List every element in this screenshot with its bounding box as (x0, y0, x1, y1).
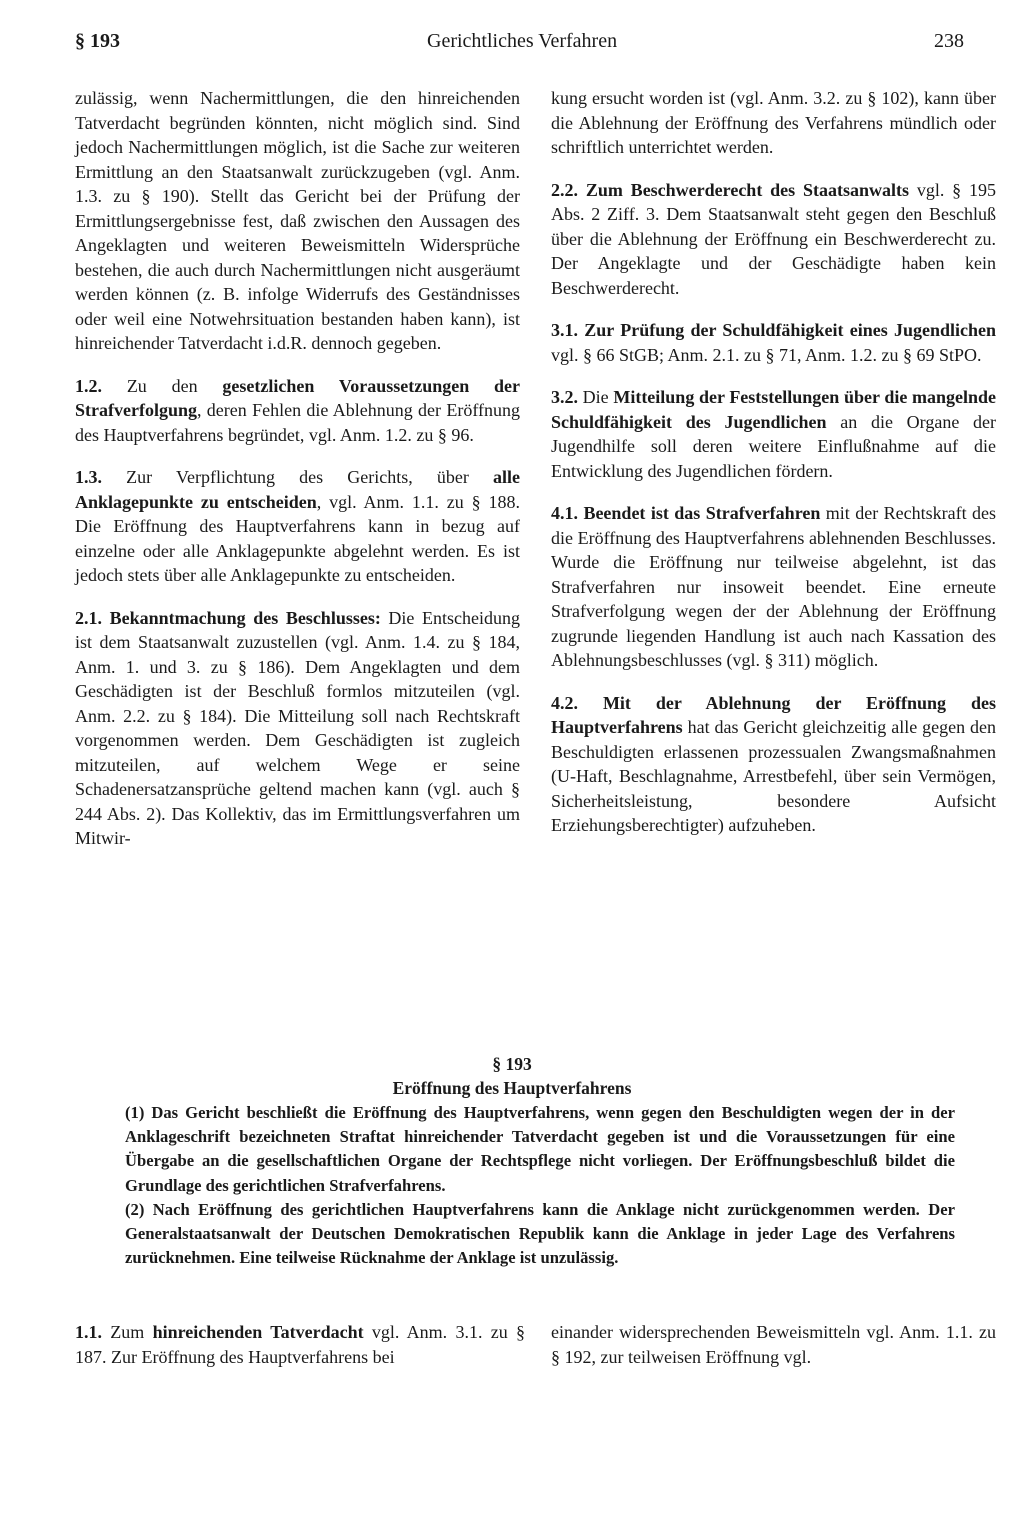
header-section: § 193 (75, 30, 120, 52)
note-text: hat das Gericht gleichzeitig alle gegen den Beschuldigten erlassenen prozessualen Zwangsmaßnahmen (U-Haft, Beschlagnahme, Arrestbefehl, über sein Vermögen, Sicherheitsleistung, besondere Aufsicht Erziehungsberechtigter) aufzuheben. (551, 717, 996, 835)
note-bold: Zur Prüfung der Schuldfähigkeit eines Jugendlichen (584, 320, 996, 340)
note-bold: Beendet ist das Strafverfahren (583, 503, 821, 523)
note-2-2 (551, 178, 996, 301)
note-bold: Mitteilung der Feststellungen über die mangelnde Schuldfähigkeit des Jugendlichen (551, 387, 996, 432)
note-text: , vgl. Anm. 1.1. zu § 188. Die Eröffnung des Hauptverfahrens kann in bezug auf einzelne oder alle Anklagepunkte abgelehnt werden. Es ist jedoch stets über alle Anklagepunkte zu entscheiden. (75, 491, 520, 585)
statute-text (125, 1101, 955, 1270)
bottom-right-text: einander widersprechenden Beweismitteln vgl. Anm. 1.1. zu § 192, zur teilweisen Eröffnung vgl. (551, 1322, 996, 1367)
note-bold: hinreichenden Tatverdacht (152, 1322, 364, 1342)
note-4-2 (551, 691, 996, 838)
right-column (551, 86, 996, 856)
statute-title: Eröffnung des Hauptverfahrens (392, 1078, 632, 1098)
note-bold: alle Anklagepunkte zu entscheiden (75, 467, 521, 512)
note-pre: Zur Verpflichtung des Gerichts, über (126, 467, 494, 487)
statute-section: § 193 (492, 1054, 532, 1074)
left-column (75, 86, 520, 869)
header-title: Gerichtliches Verfahren (427, 30, 618, 52)
note-pre: Die (582, 387, 614, 407)
note-bold: Bekanntmachung des Beschlusses: (109, 607, 381, 628)
note-1-1 (75, 1320, 525, 1369)
note-3-1 (551, 318, 996, 367)
note-number: 2.1. (75, 607, 102, 628)
page-number: 238 (934, 30, 964, 52)
note-number: 3.1. (551, 320, 578, 340)
note-number: 2.2. (551, 179, 578, 200)
note-1-3 (75, 465, 520, 588)
note-bold: Zum Beschwerderecht des Staatsanwalts (585, 179, 909, 200)
note-text: , deren Fehlen die Ablehnung der Eröffnung des Hauptverfahrens begründet, vgl. Anm. 1.2. zu § 96. (75, 400, 520, 445)
statute-paragraph-2: (2) Nach Eröffnung des gerichtlichen Hauptverfahrens kann die Anklage nicht zurückgenommen werden. Der Generalstaatsanwalt der Deutschen Demokratischen Republik kann die Anklage in jeder Lage des Verfahrens zurücknehmen. Eine teilweise Rücknahme der Anklage ist unzulässig. (125, 1199, 955, 1268)
left-continuation: zulässig, wenn Nachermittlungen, die den hinreichenden Tatverdacht begründen könnten, nicht möglich sind. Sind jedoch Nachermittlungen möglich, ist die Sache zur weiteren Ermittlung an den Staatsanwalt zurückzugeben (vgl. Anm. 1.3. zu § 190). Stellt das Gericht bei der Prüfung der Ermittlungsergebnisse fest, daß zwischen den Aussagen des Angeklagten und weiteren Beweismitteln Widersprüche bestehen, die auch durch Nachermittlungen nicht ausgeräumt werden können (z. B. infolge Widerrufs des Geständnisses oder weil eine Notwehrsituation bestanden haben kann), ist hinreichender Tatverdacht i.d.R. dennoch gegeben. (75, 88, 520, 353)
note-3-2 (551, 385, 996, 483)
note-pre: Zu den (126, 375, 223, 396)
note-2-1 (75, 606, 520, 851)
right-continuation: kung ersucht worden ist (vgl. Anm. 3.2. zu § 102), kann über die Ablehnung der Eröffnung des Verfahrens mündlich oder schriftlich unterrichtet werden. (551, 88, 996, 157)
note-text: mit der Rechtskraft des die Eröffnung des Hauptverfahrens ablehnenden Beschlusses. Wurde die Eröffnung nur teilweise abgelehnt, ist das Strafverfahren nur insoweit beendet. Eine erneute Strafverfolgung wegen der der Ablehnung der Eröffnung zugrunde liegenden Handlung ist auch nach Kassation des Ablehnungsbeschlusses (vgl. § 311) möglich. (551, 503, 997, 670)
note-number: 1.1. (75, 1322, 102, 1342)
note-number: 4.2. (551, 692, 578, 713)
note-text: an die Organe der Jugendhilfe soll deren weitere Einflußnahme auf die Entwicklung des Jugendlichen fördern. (551, 411, 997, 481)
note-bold: Mit der Ablehnung der Eröffnung des Hauptverfahrens (551, 692, 996, 737)
bottom-left-column (75, 1320, 525, 1369)
note-number: 1.2. (75, 375, 102, 396)
note-1-2 (75, 374, 520, 448)
running-head (75, 30, 989, 62)
note-text: vgl. Anm. 3.1. zu § 187. Zur Eröffnung des Hauptverfahrens bei (75, 1322, 526, 1367)
note-text: Die Entscheidung ist dem Staatsanwalt zuzustellen (vgl. Anm. 1.4. zu § 184, Anm. 1. und 3. zu § 186). Dem Angeklagten und dem Geschädigten ist der Beschluß formlos mitzuteilen (vgl. Anm. 2.2. zu § 184). Die Mitteilung soll nach Rechtskraft vorgenommen werden. Dem Geschädigten ist zugleich mitzuteilen, auf welchem Wege er seine Schadenersatzansprüche geltend machen kann (vgl. auch § 244 Abs. 2). Das Kollektiv, das im Ermittlungsverfahren um Mitwir- (75, 607, 520, 848)
note-text: vgl. § 66 StGB; Anm. 2.1. zu § 71, Anm. 1.2. zu § 69 StPO. (551, 344, 982, 365)
note-bold: gesetzlichen Voraussetzungen der Strafverfolgung (75, 375, 521, 420)
note-number: 1.3. (75, 467, 102, 487)
note-number: 4.1. (551, 503, 578, 523)
note-pre: Zum (110, 1322, 153, 1342)
statute-paragraph-1: (1) Das Gericht beschließt die Eröffnung des Hauptverfahrens, wenn gegen den Beschuldigten wegen der in der Anklageschrift bezeichneten Straftat hinreichender Tatverdacht gegeben ist und die Voraussetzungen für eine Übergabe an die gesellschaftlichen Organe der Rechtspflege nicht vorliegen. Der Eröffnungsbeschluß bildet die Grundlage des gerichtlichen Strafverfahrens. (125, 1103, 955, 1195)
statute-heading (0, 1052, 1024, 1100)
note-number: 3.2. (551, 387, 578, 407)
note-4-1 (551, 501, 996, 673)
note-text: vgl. § 195 Abs. 2 Ziff. 3. Dem Staatsanwalt steht gegen den Beschluß über die Ablehnung der Eröffnung ein Beschwerderecht zu. Der Angeklagte und der Geschädigte haben kein Beschwerderecht. (551, 179, 996, 298)
bottom-right-column (551, 1320, 996, 1369)
